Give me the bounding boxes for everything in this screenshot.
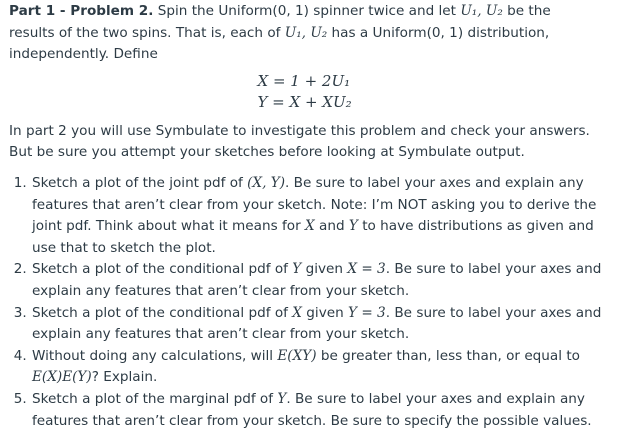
question-list xyxy=(9,173,624,432)
q2-text-c: . Be sure to label your axes and explain any features that aren’t clear from your sketch. xyxy=(32,261,602,299)
q3-text-a: Sketch a plot of the conditional pdf of xyxy=(32,304,293,321)
q3-math-x: X xyxy=(292,304,302,321)
q3-text-b: given xyxy=(301,304,349,321)
equation-y: Y = X + XU₂ xyxy=(257,92,352,111)
definition-equations xyxy=(9,71,624,113)
q2-text-a: Sketch a plot of the conditional pdf of xyxy=(32,261,293,278)
math-u-pair: U₁, U₂ xyxy=(460,3,503,19)
intro-text-2: be the results of the two spins. That is, each of xyxy=(9,3,551,41)
question-2 xyxy=(31,259,617,302)
q4-text-b: be greater than, less than, or equal to xyxy=(316,347,580,364)
q2-math-x-eq-3: X = 3 xyxy=(347,261,386,278)
q1-math-xy: (X, Y) xyxy=(247,174,286,191)
question-1 xyxy=(31,173,617,259)
q3-math-y-eq-3: Y = 3 xyxy=(348,304,386,321)
q1-math-y: Y xyxy=(348,218,358,235)
math-u-pair-2: U₁, U₂ xyxy=(284,24,328,41)
question-4 xyxy=(31,346,617,389)
q1-text-d: to have distributions as given and use that to sketch the plot. xyxy=(32,218,594,256)
question-5 xyxy=(31,389,617,432)
symbulate-paragraph: In part 2 you will use Symbulate to investigate this problem and check your answers. But be sure you attempt your sketches before looking at Symbulate output. xyxy=(9,122,590,161)
q2-text-b: given xyxy=(301,261,348,278)
intro-text-3: has a Uniform(0, 1) distribution, independently. Define xyxy=(9,24,550,63)
q1-text-a: Sketch a plot of the joint pdf of xyxy=(32,174,248,191)
q2-math-y: Y xyxy=(292,261,302,278)
q5-math-y: Y xyxy=(277,390,287,407)
q5-text-b: . Be sure to label your axes and explain any features that aren’t clear from your sketch. Be sure to specify the possible values. xyxy=(32,390,592,429)
q4-math-ex-ey: E(X)E(Y) xyxy=(32,369,92,386)
q1-text-b: . Be sure to label your axes and explain any features that aren’t clear from your sketch. Note: I’m NOT asking you to derive the joint pdf. Think about what it means for xyxy=(32,174,597,235)
q3-text-c: . Be sure to label your axes and explain any features that aren’t clear from your sketch. xyxy=(32,304,602,343)
question-3 xyxy=(31,303,617,346)
q4-text-a: Without doing any calculations, will xyxy=(32,347,278,364)
q1-text-c: and xyxy=(314,218,349,235)
equation-x: X = 1 + 2U₁ xyxy=(257,71,351,90)
q5-text-a: Sketch a plot of the marginal pdf of xyxy=(32,390,278,407)
problem-heading: Part 1 - Problem 2. xyxy=(9,3,154,19)
problem-intro xyxy=(9,1,599,66)
intro-text-1: Spin the Uniform(0, 1) spinner twice and let xyxy=(157,3,461,19)
q4-text-c: ? Explain. xyxy=(91,369,158,386)
q1-math-x: X xyxy=(305,218,315,235)
q4-math-exy: E(XY) xyxy=(277,347,317,364)
